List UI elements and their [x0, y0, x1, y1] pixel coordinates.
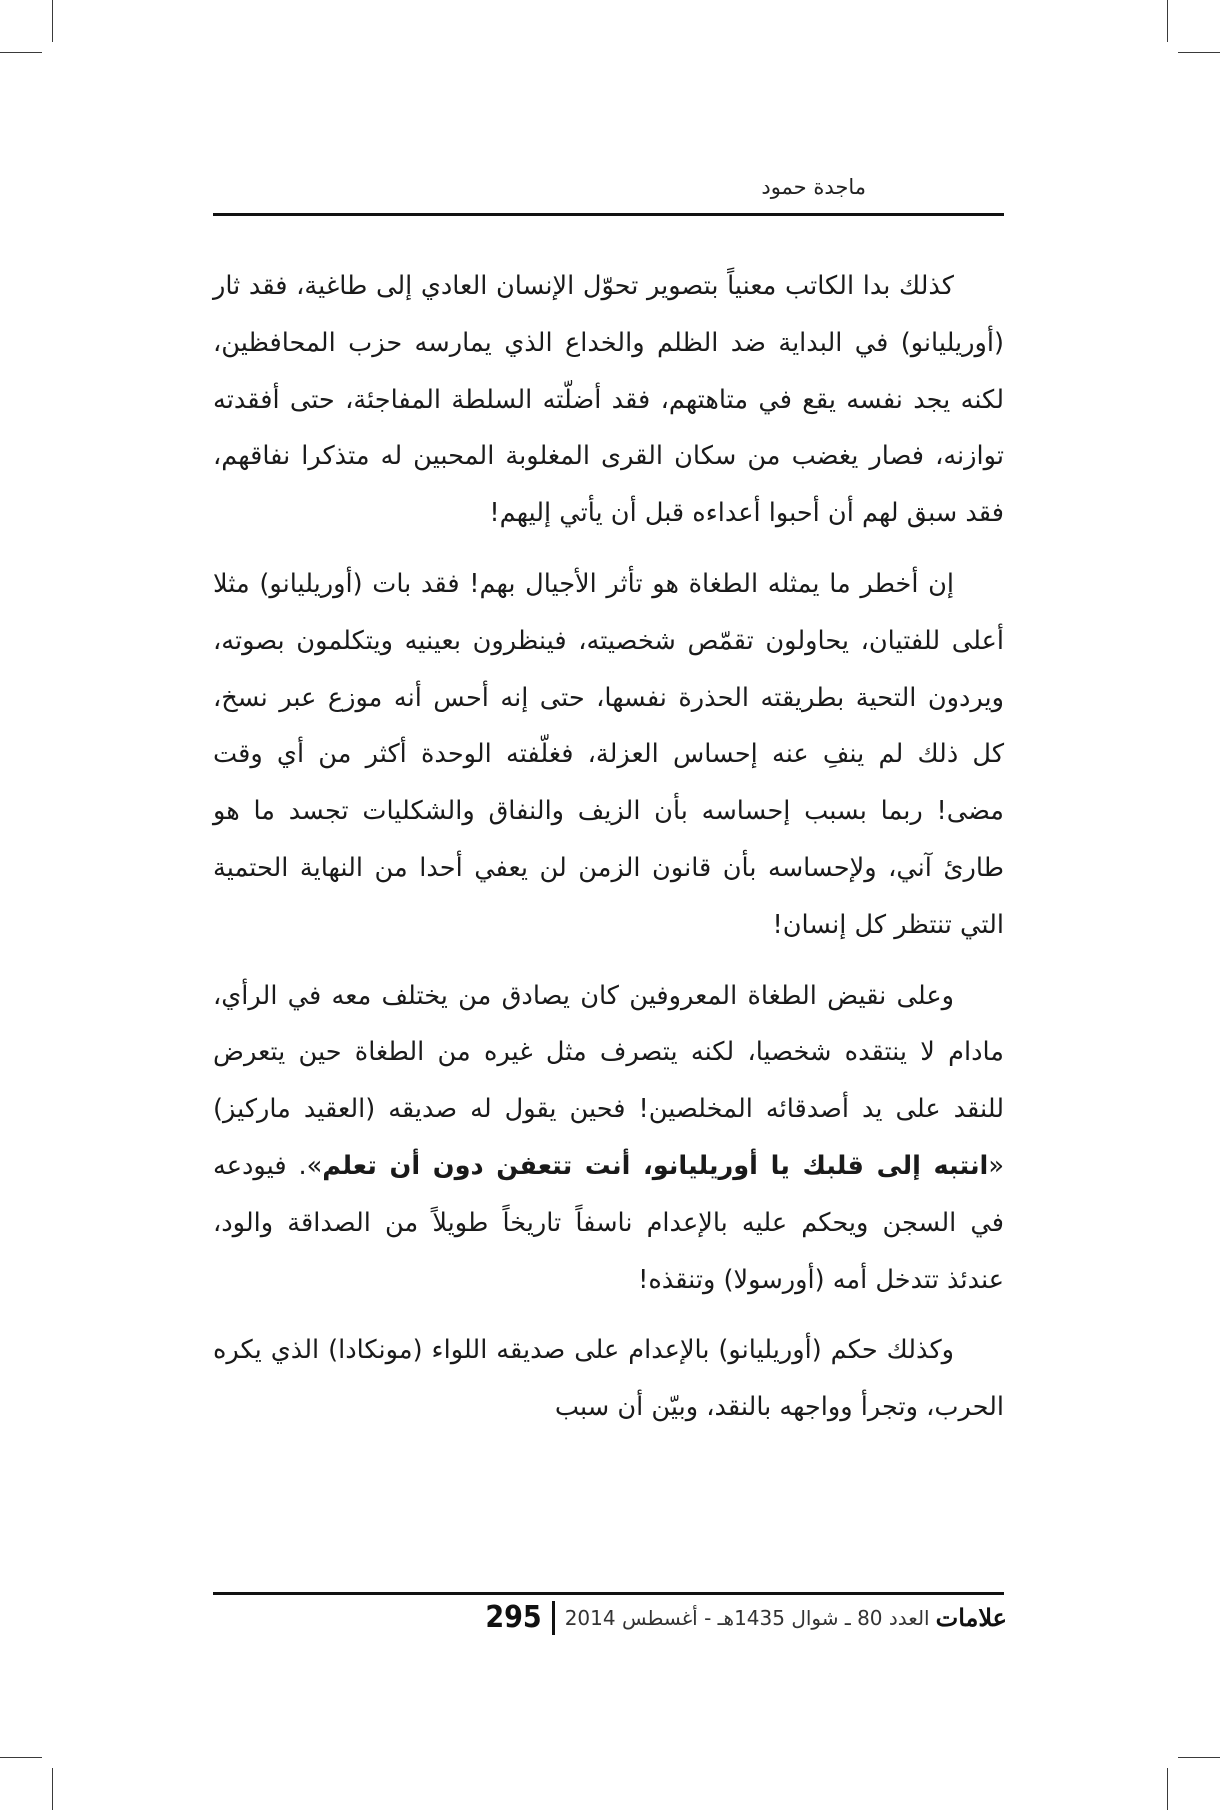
- footer-separator: [552, 1601, 555, 1635]
- paragraph-text: ». فيودعه في السجن ويحكم عليه بالإعدام ناسفاً تاريخاً طويلاً من الصداقة والود، عندئذ تتدخل أمه (أورسولا) وتنقذه!: [213, 1150, 1004, 1295]
- crop-mark: [1178, 1757, 1220, 1758]
- running-head-author: ماجدة حمود: [761, 175, 866, 199]
- page-number: 295: [485, 1600, 542, 1635]
- paragraph: كذلك بدا الكاتب معنياً بتصوير تحوّل الإنسان العادي إلى طاغية، فقد ثار (أوريليانو) في البداية ضد الظلم والخداع الذي يمارسه حزب المحافظين، لكنه يجد نفسه يقع في متاهتهم، فقد أضلّته السلطة المفاجئة، حتى أفقدته توازنه، فصار يغضب من سكان القرى المغلوبة المحبين له متذكرا نفاقهم، فقد سبق لهم أن أحبوا أعداءه قبل أن يأتي إليهم!: [213, 271, 1004, 529]
- paragraph: إن أخطر ما يمثله الطغاة هو تأثر الأجيال بهم! فقد بات (أوريليانو) مثلا أعلى للفتيان، يحاولون تقمّص شخصيته، فينظرون بعينيه ويتكلمون بصوته، ويردون التحية بطريقته الحذرة نفسها، حتى إنه أحس أنه موزع عبر نسخ، كل ذلك لم ينفِ عنه إحساس العزلة، فغلّفته الوحدة أكثر من أي وقت مضى! ربما بسبب إحساسه بأن الزيف والنفاق والشكليات تجسد ما هو طارئ آني، ولإحساسه بأن قانون الزمن لن يعفي أحدا من النهاية الحتمية التي تنتظر كل إنسان!: [213, 568, 1004, 940]
- article-body: [213, 258, 1004, 1436]
- crop-mark: [1167, 1768, 1168, 1810]
- crop-mark: [52, 0, 53, 42]
- paragraph-text: وعلى نقيض الطغاة المعروفين كان يصادق من يختلف معه في الرأي، مادام لا ينتقده شخصيا، لكنه يتصرف مثل غيره من الطغاة حين يتعرض للنقد على يد أصدقائه المخلصين! فحين يقول له صديقه (العقيد ماركيز) «: [213, 980, 1004, 1181]
- crop-mark: [0, 1757, 42, 1758]
- crop-mark: [1178, 52, 1220, 53]
- paragraph: وكذلك حكم (أوريليانو) بالإعدام على صديقه اللواء (مونكادا) الذي يكره الحرب، وتجرأ وواجهه بالنقد، وبيّن أن سبب: [213, 1335, 1004, 1423]
- issue-info: العدد 80 ـ شوال 1435هـ - أغسطس 2014: [564, 1605, 930, 1630]
- quoted-warning: انتبه إلى قلبك يا أوريليانو، أنت تتعفن دون أن تعلم: [322, 1150, 989, 1181]
- crop-mark: [1167, 0, 1168, 42]
- paragraph: [213, 968, 1004, 1309]
- footer-rule: [213, 1592, 1004, 1595]
- page-footer: [485, 1600, 1007, 1635]
- crop-mark: [0, 52, 42, 53]
- crop-mark: [52, 1768, 53, 1810]
- journal-logo: علامات: [935, 1603, 1007, 1632]
- header-rule: [213, 213, 1004, 216]
